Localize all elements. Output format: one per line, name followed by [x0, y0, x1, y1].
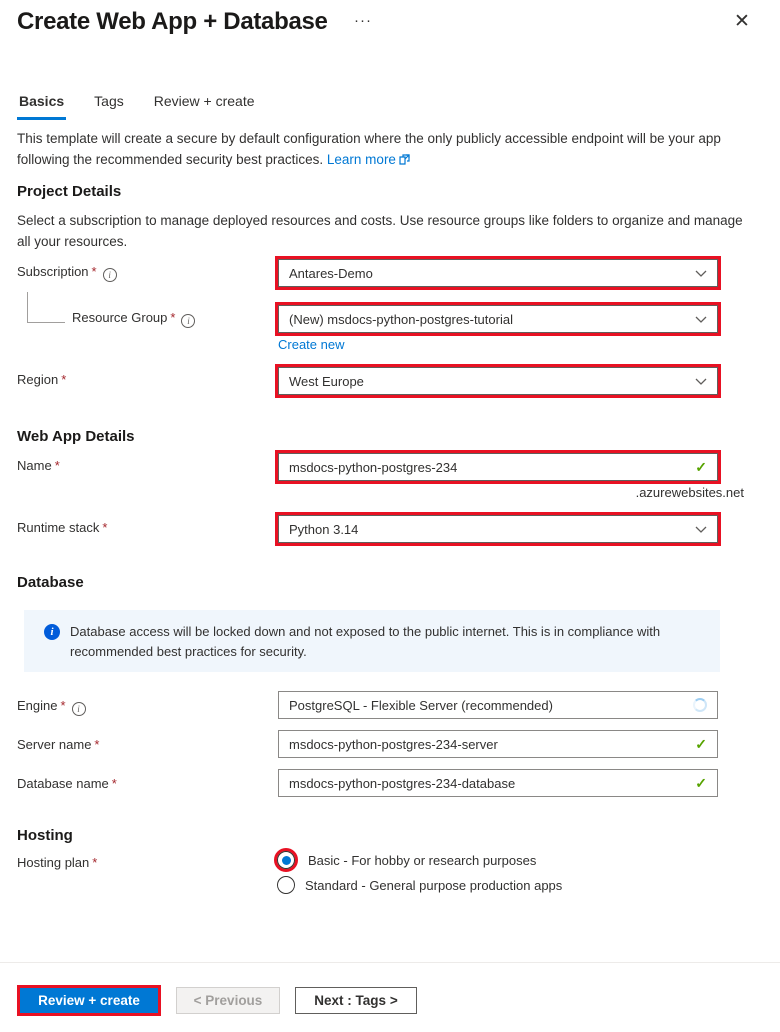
radio-label-basic[interactable]: Basic - For hobby or research purposes [308, 852, 537, 868]
name-highlight-box [275, 450, 721, 484]
radio-label-standard[interactable]: Standard - General purpose production apps [305, 877, 563, 893]
close-icon[interactable]: ✕ [734, 11, 750, 32]
review-create-button[interactable]: Review + create [20, 988, 158, 1013]
radio-highlight-ring [274, 848, 298, 872]
page-title: Create Web App + Database [17, 8, 328, 35]
engine-dropdown[interactable]: PostgreSQL - Flexible Server (recommended) [278, 691, 718, 719]
region-label: Region * [17, 372, 67, 387]
tree-connector-vertical [27, 292, 28, 323]
info-badge-icon: i [44, 624, 60, 640]
radio-button-selected[interactable] [277, 851, 295, 869]
learn-more-link[interactable]: Learn more [326, 152, 396, 167]
info-icon[interactable]: i [181, 314, 195, 328]
review-create-highlight-box [17, 985, 161, 1016]
subscription-dropdown[interactable]: Antares-Demo [278, 259, 718, 287]
domain-suffix: .azurewebsites.net [635, 485, 744, 500]
database-info-banner [24, 610, 720, 672]
required-mark: * [91, 264, 97, 279]
subscription-label: Subscription * i [17, 264, 117, 282]
valid-check-icon: ✓ [695, 458, 707, 475]
create-new-link[interactable]: Create new [278, 337, 345, 352]
name-label: Name * [17, 458, 60, 473]
name-input[interactable]: msdocs-python-postgres-234 ✓ [278, 453, 718, 481]
engine-label: Engine * i [17, 698, 86, 716]
intro-description: This template will create a secure by default configuration where the only publicly accessible endpoint will be your app following the recommended security best practices. [17, 131, 721, 167]
required-mark: * [111, 776, 117, 791]
previous-button[interactable]: < Previous [176, 987, 280, 1014]
tab-review-create[interactable]: Review + create [153, 93, 255, 109]
tab-tags[interactable]: Tags [94, 93, 124, 109]
required-mark: * [94, 737, 100, 752]
required-mark: * [92, 855, 98, 870]
chevron-down-icon [695, 374, 707, 389]
radio-dot [282, 856, 291, 865]
region-dropdown[interactable]: West Europe [278, 367, 718, 395]
more-options-icon[interactable]: ··· [354, 12, 372, 29]
required-mark: * [61, 372, 67, 387]
external-link-icon [399, 150, 410, 171]
chevron-down-icon [695, 522, 707, 537]
info-icon[interactable]: i [72, 702, 86, 716]
runtime-stack-highlight-box [275, 512, 721, 546]
database-name-input[interactable]: msdocs-python-postgres-234-database ✓ [278, 769, 718, 797]
resource-group-label: Resource Group * i [72, 310, 195, 328]
required-mark: * [54, 458, 60, 473]
database-name-label: Database name * [17, 776, 117, 791]
runtime-stack-dropdown[interactable]: Python 3.14 [278, 515, 718, 543]
hosting-heading: Hosting [17, 827, 73, 844]
region-highlight-box [275, 364, 721, 398]
banner-text: Database access will be locked down and not exposed to the public internet. This is in compliance with recommended best practices for security. [70, 624, 661, 659]
info-icon[interactable]: i [103, 268, 117, 282]
loading-spinner-icon [693, 698, 707, 712]
intro-text [17, 128, 747, 171]
hosting-plan-label: Hosting plan * [17, 855, 98, 870]
resource-group-highlight-box [275, 302, 721, 336]
valid-check-icon: ✓ [695, 735, 707, 752]
required-mark: * [102, 520, 108, 535]
radio-button-unselected[interactable] [277, 876, 295, 894]
chevron-down-icon [695, 266, 707, 281]
tree-connector-horizontal [27, 322, 65, 323]
tab-basics[interactable]: Basics [17, 93, 66, 120]
subscription-highlight-box [275, 256, 721, 290]
runtime-stack-label: Runtime stack * [17, 520, 108, 535]
next-tags-button[interactable]: Next : Tags > [295, 987, 417, 1014]
footer-divider [0, 962, 780, 963]
database-heading: Database [17, 574, 84, 591]
server-name-input[interactable]: msdocs-python-postgres-234-server ✓ [278, 730, 718, 758]
tab-bar [17, 93, 257, 120]
radio-option-standard [277, 876, 562, 894]
valid-check-icon: ✓ [695, 774, 707, 791]
chevron-down-icon [695, 312, 707, 327]
project-details-description: Select a subscription to manage deployed resources and costs. Use resource groups like folders to organize and manage all your resources. [17, 213, 743, 249]
required-mark: * [60, 698, 66, 713]
project-details-heading: Project Details [17, 183, 122, 200]
web-app-details-heading: Web App Details [17, 428, 135, 445]
server-name-label: Server name * [17, 737, 100, 752]
radio-option-basic [274, 848, 536, 872]
required-mark: * [170, 310, 176, 325]
resource-group-dropdown[interactable]: (New) msdocs-python-postgres-tutorial [278, 305, 718, 333]
